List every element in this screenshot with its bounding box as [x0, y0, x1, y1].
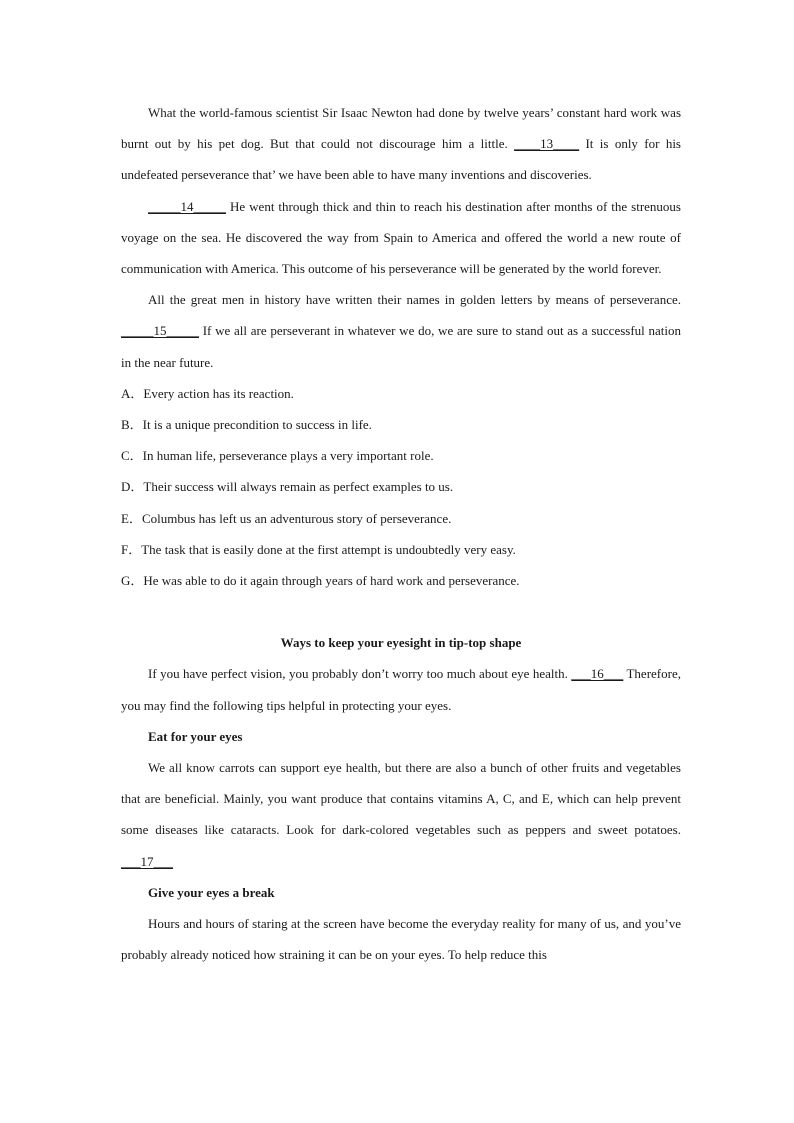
paragraph-text: All the great men in history have written their names in golden letters by means of perseverance. [148, 292, 681, 308]
option-text: Their success will always remain as perfect examples to us. [143, 479, 454, 495]
paragraph-text: If we all are perseverant in whatever we do, we are sure to stand out as a successful nation in the near future. [121, 323, 681, 370]
paragraph-carrots [121, 752, 681, 877]
option-g [121, 565, 681, 596]
option-letter: F． [121, 541, 142, 557]
option-text: The task that is easily done at the first attempt is undoubtedly very easy. [141, 541, 516, 557]
option-text: In human life, perseverance plays a very important role. [142, 448, 434, 464]
blank-17: ___17___ [121, 853, 173, 869]
document-page [121, 97, 681, 970]
paragraph-text: Therefore, you may find the following tips helpful in protecting your eyes. [121, 666, 681, 713]
option-a [121, 378, 681, 409]
paragraph-great-men [121, 284, 681, 378]
paragraph-text: What the world-famous scientist Sir Isaac Newton had done by twelve years’ constant hard work was burnt out by his pet dog. But that could not discourage him a little. [121, 105, 681, 152]
option-letter: C． [121, 448, 143, 464]
paragraph-screen-time: Hours and hours of staring at the screen have become the everyday reality for many of us, and you’ve probably already noticed how straining it can be on your eyes. To help reduce this [121, 916, 681, 963]
option-letter: E． [121, 510, 142, 526]
heading-give-eyes-break: Give your eyes a break [148, 884, 275, 900]
heading-eat-for-eyes: Eat for your eyes [148, 728, 243, 744]
option-text: Every action has its reaction. [143, 385, 294, 401]
option-b [121, 409, 681, 440]
blank-16: ___16___ [571, 666, 624, 682]
option-f [121, 534, 681, 565]
blank-14: _____14_____ [148, 198, 226, 214]
paragraph-perfect-vision [121, 658, 681, 720]
option-text: He was able to do it again through years of hard work and perseverance. [143, 573, 520, 589]
option-text: Columbus has left us an adventurous story of perseverance. [141, 510, 452, 526]
paragraph-text: If you have perfect vision, you probably don’t worry too much about eye health. [148, 666, 572, 682]
option-e [121, 503, 681, 534]
paragraph-columbus [121, 191, 681, 285]
paragraph-text: It is only for his undefeated perseverance that’ we have been able to have many inventions and discoveries. [121, 136, 681, 183]
option-letter: G． [121, 573, 144, 589]
paragraph-text: He went through thick and thin to reach his destination after months of the strenuous voyage on the sea. He discovered the way from Spain to America and offered the world a new route of communication with America. This outcome of his perseverance will be generated by the world forever. [121, 198, 681, 277]
option-letter: B． [121, 417, 143, 433]
option-letter: D． [121, 479, 144, 495]
blank-15: _____15_____ [121, 323, 199, 339]
option-text: It is a unique precondition to success in life. [142, 417, 372, 433]
option-letter: A． [121, 385, 144, 401]
passage-title: Ways to keep your eyesight in tip-top shape [280, 635, 522, 651]
section-spacer [121, 596, 681, 627]
option-c [121, 440, 681, 471]
blank-13: ____13____ [514, 136, 580, 152]
paragraph-text: We all know carrots can support eye health, but there are also a bunch of other fruits and vegetables that are beneficial. Mainly, you want produce that contains vitamins A, C, and E, which can help prevent some diseases like cataracts. Look for dark-colored vegetables such as peppers and sweet potatoes. [121, 760, 681, 838]
option-d [121, 471, 681, 502]
paragraph-newton [121, 97, 681, 191]
